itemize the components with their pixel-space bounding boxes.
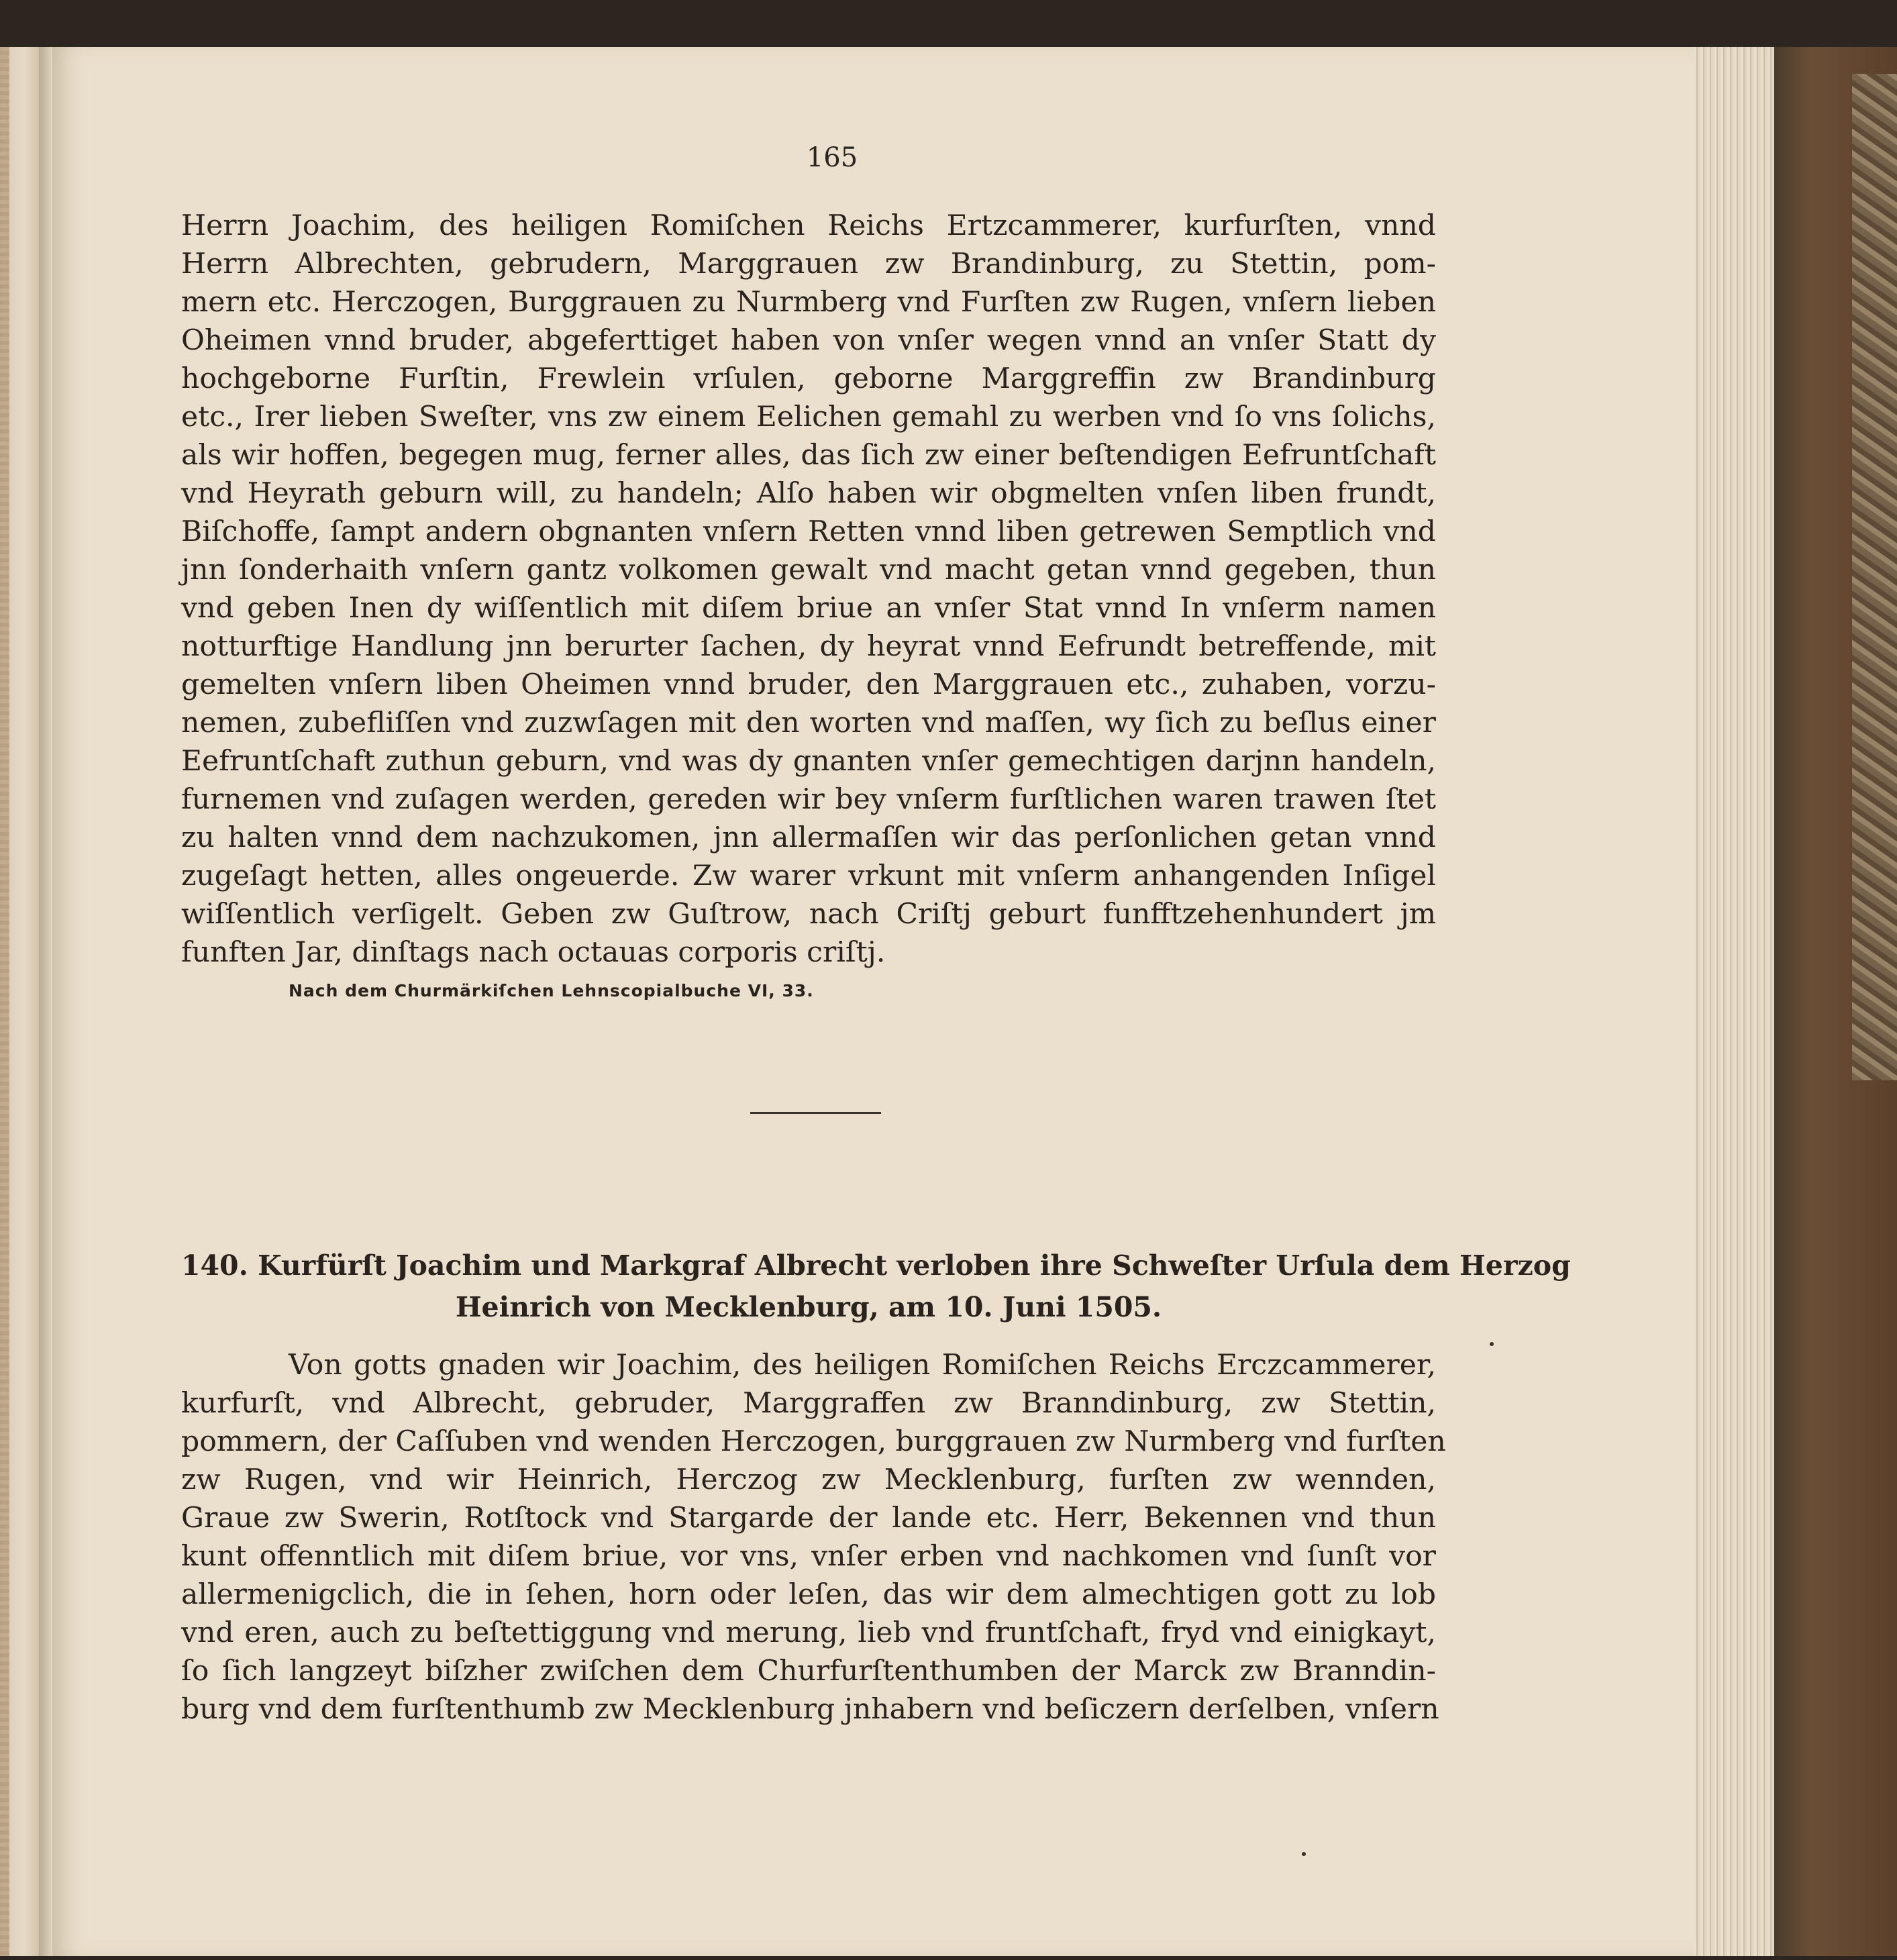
text-line: Graue zw Swerin, Rotſtock vnd Stargarde der lande etc. Herr, Bekennen vnd thun	[181, 1502, 1436, 1535]
scan-background-top	[0, 0, 1897, 47]
text-line: mern etc. Herczogen, Burggrauen zu Nurmberg vnd Furſten zw Rugen, vnſern lieben	[181, 286, 1436, 319]
text-line: hochgeborne Furſtin, Frewlein vrſulen, geborne Marggreffin zw Brandinburg	[181, 362, 1436, 395]
left-cover-edge	[0, 47, 9, 1956]
page-number: 165	[806, 142, 858, 173]
paragraph-letter-continuation	[181, 207, 1436, 972]
text-line: ſo ſich langzeyt biſzher zwiſchen dem Churfurſtenthumben der Marck zw Branndin-	[181, 1655, 1436, 1688]
text-line: Eefruntſchaft zuthun geburn, vnd was dy gnanten vnſer gemechtigen darjnn handeln,	[181, 745, 1436, 778]
text-line: vnd eren, auch zu beſtettiggung vnd merung, lieb vnd fruntſchaft, fryd vnd einigkayt,	[181, 1616, 1436, 1649]
text-line: Herrn Joachim, des heiligen Romiſchen Reichs Ertzcammerer, kurfurſten, vnnd	[181, 209, 1436, 242]
book-gutter	[39, 47, 54, 1956]
marbled-endpaper	[1852, 74, 1897, 1080]
text-line: vnd geben Inen dy wiſſentlich mit diſem briue an vnſer Stat vnnd In vnſerm namen	[181, 592, 1436, 625]
text-line: gemelten vnſern liben Oheimen vnnd bruder, den Marggrauen etc., zuhaben, vorzu-	[181, 668, 1436, 701]
text-line: Herrn Albrechten, gebrudern, Marggrauen zw Brandinburg, zu Stettin, pom-	[181, 248, 1436, 280]
text-line: allermenigclich, die in ſehen, horn oder leſen, das wir dem almechtigen gott zu lob	[181, 1578, 1436, 1611]
paper-speck	[1490, 1342, 1494, 1346]
text-line: als wir hoffen, begegen mug, ferner alles, das ſich zw einer beſtendigen Eefruntſchaft	[181, 439, 1436, 472]
text-line: burg vnd dem furſtenthumb zw Mecklenburg jnhabern vnd beſiczern derſelben, vnſern	[181, 1693, 1439, 1726]
text-line: etc., Irer lieben Sweſter, vns zw einem Eelichen gemahl zu werben vnd ſo vns ſolichs,	[181, 401, 1436, 433]
heading-line-2: Heinrich von Mecklenburg, am 10. Juni 1505.	[455, 1291, 1162, 1323]
text-line: furnemen vnd zuſagen werden, gereden wir bey vnſerm furſtlichen waren trawen ſtet	[181, 783, 1436, 816]
section-divider	[750, 1112, 881, 1114]
scan-background-bottom	[0, 1956, 1897, 1960]
text-line: Oheimen vnnd bruder, abgeferttiget haben von vnſer wegen vnnd an vnſer Statt dy	[181, 324, 1436, 357]
text-line: zu halten vnnd dem nachzukomen, jnn allermaſſen wir das perſonlichen getan vnnd	[181, 821, 1436, 854]
text-line: kunt offenntlich mit diſem briue, vor vns, vnſer erben vnd nachkomen vnd ſunſt vor	[181, 1540, 1436, 1573]
text-line: Von gotts gnaden wir Joachim, des heiligen Romiſchen Reichs Erczcammerer,	[289, 1349, 1436, 1382]
document-heading	[181, 1245, 1571, 1328]
paper-speck	[1302, 1852, 1306, 1856]
text-line: vnd Heyrath geburn will, zu handeln; Alſo haben wir obgmelten vnſen liben frundt,	[181, 477, 1436, 510]
text-line: Biſchoffe, ſampt andern obgnanten vnſern Retten vnnd liben getrewen Semptlich vnd	[181, 515, 1436, 548]
text-line: pommern, der Caſſuben vnd wenden Herczogen, burggrauen zw Nurmberg vnd furſten	[181, 1425, 1446, 1458]
paragraph-document-140	[181, 1346, 1446, 1729]
text-line: kurfurſt, vnd Albrecht, gebruder, Marggraffen zw Branndinburg, zw Stettin,	[181, 1387, 1436, 1420]
text-line: zw Rugen, vnd wir Heinrich, Herczog zw Mecklenburg, furſten zw wennden,	[181, 1463, 1436, 1496]
text-line: jnn ſonderhaith vnſern gantz volkomen gewalt vnd macht getan vnnd gegeben, thun	[181, 554, 1436, 586]
heading-line-1: 140. Kurfürſt Joachim und Markgraf Albrecht verloben ihre Schweſter Urſula dem Herzog	[181, 1249, 1571, 1282]
text-line: wiſſentlich verſigelt. Geben zw Guſtrow, nach Criſtj geburt funfftzehenhundert jm	[181, 898, 1436, 931]
text-line: notturftige Handlung jnn berurter ſachen, dy heyrat vnnd Eefrundt betreffende, mit	[181, 630, 1436, 663]
text-line: zugeſagt hetten, alles ongeuerde. Zw warer vrkunt mit vnſerm anhangenden Inſigel	[181, 860, 1436, 892]
text-line: funften Jar, dinſtags nach octauas corporis criſtj.	[181, 936, 886, 969]
page-edges-stack	[1694, 47, 1774, 1956]
source-note: Nach dem Churmärkiſchen Lehnscopialbuche VI, 33.	[289, 981, 814, 1000]
text-line: nemen, zubefliſſen vnd zuzwſagen mit den worten vnd maſſen, wy ſich zu beſlus einer	[181, 707, 1436, 739]
